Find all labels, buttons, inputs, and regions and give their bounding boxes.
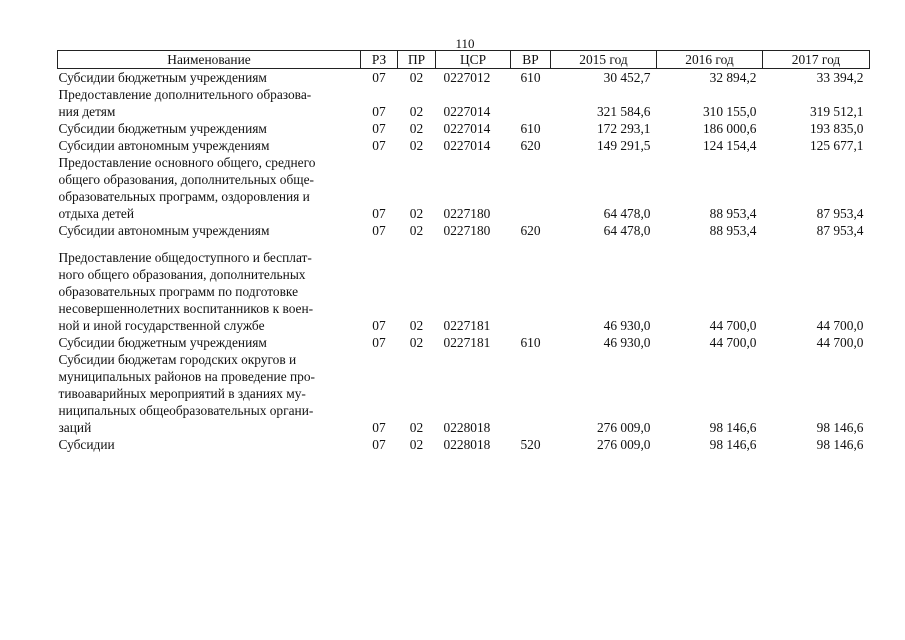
cell-name (58, 351, 361, 436)
cell-name (58, 154, 361, 222)
cell-2016: 124 154,4 (702, 138, 757, 153)
name-line: Предоставление основного общего, среднего (58, 155, 316, 170)
cell-rz: 07 (372, 437, 386, 452)
cell-2015: 172 293,1 (596, 121, 651, 136)
name-line: Субсидии (58, 437, 115, 452)
cell-pr: 02 (409, 70, 424, 85)
name-line: тивоаварийных мероприятий в зданиях му- (58, 386, 306, 401)
name-line: Субсидии бюджетным учреждениям (58, 121, 267, 136)
name-line: образовательных программ по подготовке (58, 284, 299, 299)
cell-vr: 620 (520, 223, 541, 238)
cell-2016: 88 953,4 (709, 206, 757, 221)
name-line: заций (58, 420, 92, 435)
cell-2015: 46 930,0 (603, 335, 651, 350)
table-row (58, 436, 870, 453)
cell-2015: 64 478,0 (603, 206, 651, 221)
cell-pr: 02 (409, 420, 424, 435)
cell-vr: 610 (520, 335, 541, 350)
cell-pr: 02 (409, 121, 424, 136)
cell-vr (511, 351, 551, 436)
cell-name (58, 120, 361, 137)
cell-2016: 88 953,4 (709, 223, 757, 238)
cell-2017: 319 512,1 (809, 104, 864, 119)
cell-2017: 44 700,0 (816, 318, 864, 333)
header-2017: 2017 год (763, 51, 870, 69)
cell-2017: 44 700,0 (816, 335, 864, 350)
cell-pr: 02 (409, 138, 424, 153)
name-line: общего образования, дополнительных обще- (58, 172, 315, 187)
cell-2017: 98 146,6 (816, 420, 864, 435)
cell-csr: 0227180 (443, 206, 491, 221)
name-line: образовательных программ, оздоровления и (58, 189, 310, 204)
cell-name (58, 69, 361, 87)
cell-csr: 0227181 (443, 335, 491, 350)
spacer-row (58, 239, 870, 249)
table-row (58, 222, 870, 239)
cell-name (58, 334, 361, 351)
cell-2015: 276 009,0 (596, 420, 651, 435)
header-row (58, 51, 870, 69)
table-header (58, 51, 870, 69)
cell-csr: 0228018 (443, 437, 491, 452)
table-row (58, 249, 870, 334)
name-line: Предоставление общедоступного и бесплат- (58, 250, 312, 265)
header-name: Наименование (58, 51, 361, 69)
cell-2015: 46 930,0 (603, 318, 651, 333)
cell-rz: 07 (372, 121, 386, 136)
name-line: несовершеннолетних воспитанников к воен- (58, 301, 314, 316)
cell-name (58, 86, 361, 120)
cell-2015: 64 478,0 (603, 223, 651, 238)
cell-name (58, 249, 361, 334)
cell-2017: 87 953,4 (816, 206, 864, 221)
cell-2017: 98 146,6 (816, 437, 864, 452)
cell-rz: 07 (372, 335, 386, 350)
cell-csr: 0227014 (443, 104, 491, 119)
cell-vr: 610 (520, 70, 541, 85)
cell-2015: 30 452,7 (603, 70, 651, 85)
page-number: 110 (455, 36, 475, 51)
cell-2016: 32 894,2 (709, 70, 757, 85)
name-line: муниципальных районов на проведение про- (58, 369, 316, 384)
cell-vr: 520 (520, 437, 541, 452)
table-row (58, 154, 870, 222)
table-row (58, 137, 870, 154)
cell-2016: 44 700,0 (709, 335, 757, 350)
table-row (58, 86, 870, 120)
cell-2015: 321 584,6 (596, 104, 651, 119)
header-2016: 2016 год (657, 51, 763, 69)
table-row (58, 351, 870, 436)
header-csr: ЦСР (436, 51, 511, 69)
name-line: ния детям (58, 104, 116, 119)
cell-csr: 0227014 (443, 138, 491, 153)
cell-vr (511, 86, 551, 120)
cell-2016: 98 146,6 (709, 437, 757, 452)
spacer-cell (58, 239, 870, 249)
cell-2017: 33 394,2 (816, 70, 864, 85)
cell-pr: 02 (409, 335, 424, 350)
table-row (58, 120, 870, 137)
cell-pr: 02 (409, 206, 424, 221)
cell-2017: 125 677,1 (809, 138, 864, 153)
name-line: отдыха детей (58, 206, 135, 221)
name-line: Субсидии автономным учреждениям (58, 138, 270, 153)
cell-pr: 02 (409, 437, 424, 452)
cell-vr: 610 (520, 121, 541, 136)
cell-csr: 0228018 (443, 420, 491, 435)
cell-2016: 44 700,0 (709, 318, 757, 333)
cell-csr: 0227012 (443, 70, 491, 85)
cell-csr: 0227180 (443, 223, 491, 238)
cell-vr: 620 (520, 138, 541, 153)
budget-table (57, 50, 870, 453)
cell-2016: 186 000,6 (702, 121, 757, 136)
cell-rz: 07 (372, 420, 386, 435)
cell-2017: 193 835,0 (809, 121, 864, 136)
name-line: ного общего образования, дополнительных (58, 267, 306, 282)
cell-rz: 07 (372, 70, 386, 85)
cell-2016: 98 146,6 (709, 420, 757, 435)
cell-name (58, 137, 361, 154)
cell-2016: 310 155,0 (702, 104, 757, 119)
name-line: Субсидии автономным учреждениям (58, 223, 270, 238)
cell-pr: 02 (409, 104, 424, 119)
cell-rz: 07 (372, 138, 386, 153)
cell-pr: 02 (409, 223, 424, 238)
header-2015: 2015 год (551, 51, 657, 69)
name-line: ниципальных общеобразовательных органи- (58, 403, 314, 418)
cell-pr: 02 (409, 318, 424, 333)
table-row (58, 69, 870, 87)
cell-name (58, 436, 361, 453)
cell-2017: 87 953,4 (816, 223, 864, 238)
cell-name (58, 222, 361, 239)
name-line: Субсидии бюджетным учреждениям (58, 335, 267, 350)
cell-2015: 149 291,5 (596, 138, 651, 153)
cell-csr: 0227014 (443, 121, 491, 136)
cell-vr (511, 249, 551, 334)
header-pr: ПР (398, 51, 436, 69)
name-line: Субсидии бюджетным учреждениям (58, 70, 267, 85)
table-body (58, 69, 870, 454)
cell-csr: 0227181 (443, 318, 491, 333)
cell-vr (511, 154, 551, 222)
header-rz: РЗ (361, 51, 398, 69)
name-line: Предоставление дополнительного образова- (58, 87, 312, 102)
cell-rz: 07 (372, 104, 386, 119)
cell-rz: 07 (372, 223, 386, 238)
header-vr: ВР (511, 51, 551, 69)
name-line: Субсидии бюджетам городских округов и (58, 352, 297, 367)
cell-2015: 276 009,0 (596, 437, 651, 452)
cell-rz: 07 (372, 318, 386, 333)
cell-rz: 07 (372, 206, 386, 221)
name-line: ной и иной государственной службе (58, 318, 265, 333)
table-row (58, 334, 870, 351)
